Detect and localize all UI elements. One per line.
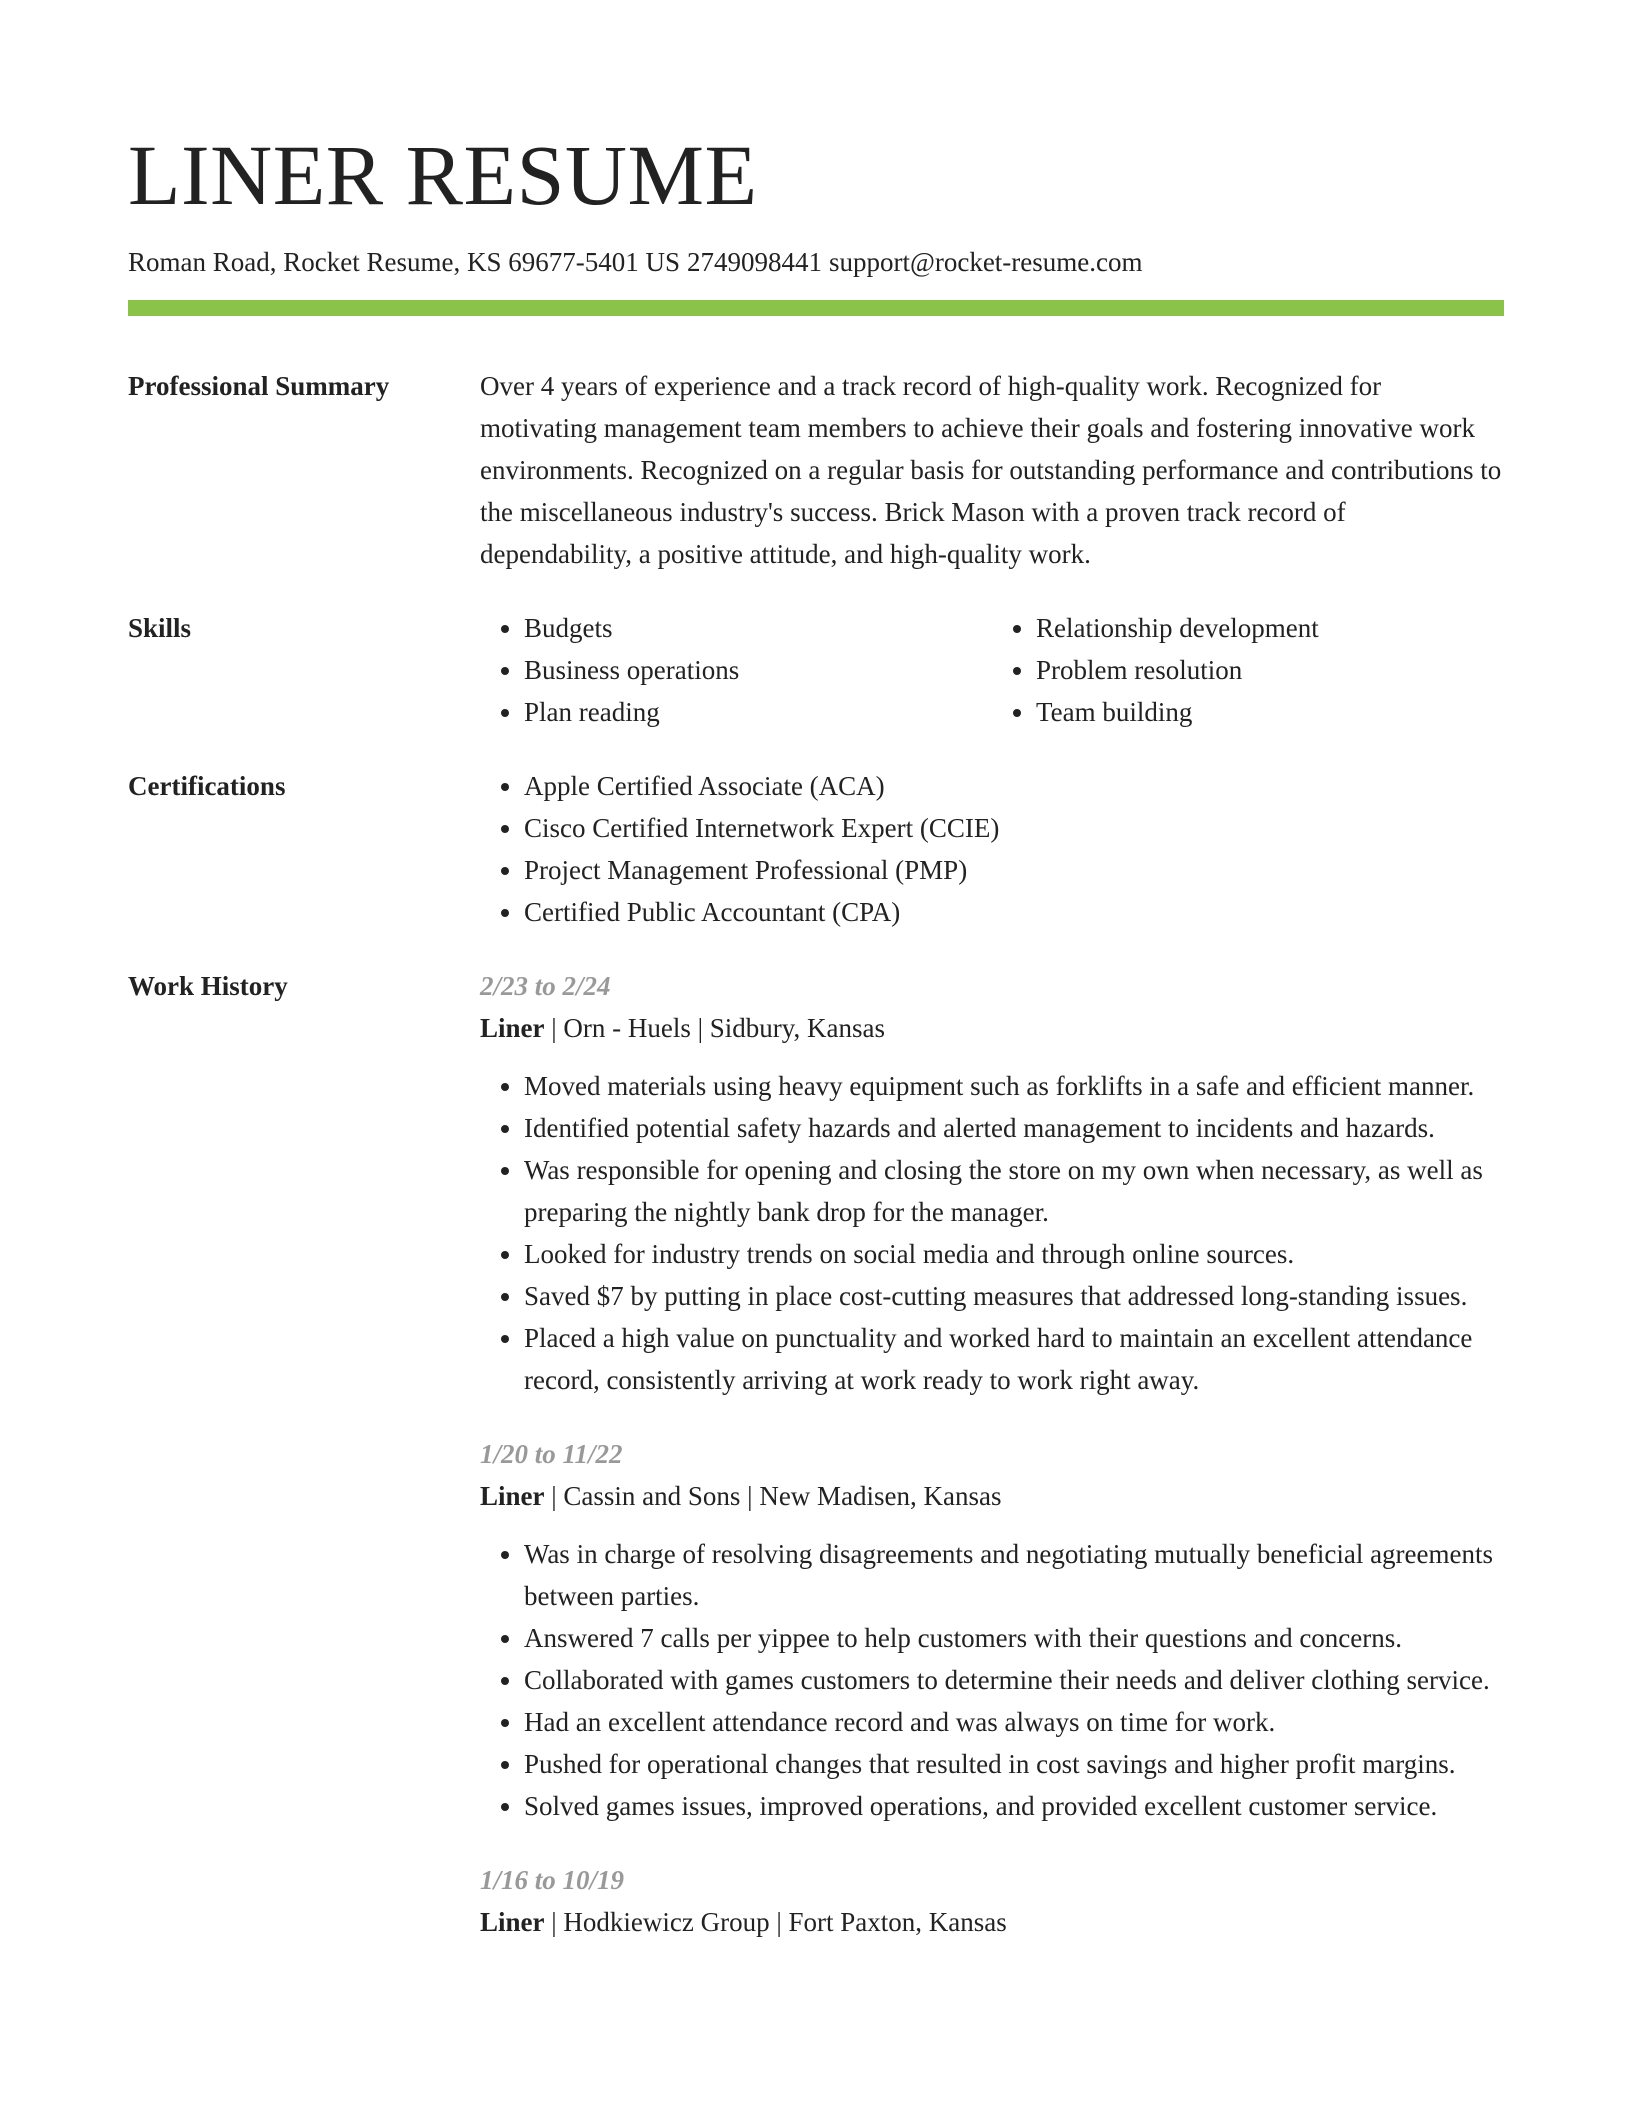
header-divider — [128, 300, 1504, 316]
job-title: Liner — [480, 1013, 545, 1044]
certifications-list — [480, 765, 1504, 933]
skills-list-left — [480, 607, 992, 733]
certifications-label: Certifications — [128, 771, 286, 802]
skills-label: Skills — [128, 613, 192, 644]
job-bullet: • Was in charge of resolving disagreements and negotiating mutually beneficial agreements between parties. — [524, 1533, 1504, 1617]
job-dates: 2/23 to 2/24 — [480, 971, 611, 1002]
job-heading — [480, 1901, 1504, 1943]
work-history-section — [128, 965, 1504, 1975]
job-bullet: • Collaborated with games customers to determine their needs and deliver clothing service. — [524, 1659, 1504, 1701]
job-bullets — [480, 1533, 1504, 1827]
certification-item: • Certified Public Accountant (CPA) — [524, 891, 1504, 933]
contact-email: support@rocket-resume.com — [828, 247, 1143, 277]
work-history-body — [480, 965, 1504, 1975]
skills-section — [128, 607, 1504, 733]
job-dates: 1/16 to 10/19 — [480, 1865, 625, 1896]
job-title: Liner — [480, 1907, 545, 1938]
job-title: Liner — [480, 1481, 545, 1512]
job-bullet: • Placed a high value on punctuality and worked hard to maintain an excellent attendance record, consistently arriving at work ready to work right away. — [524, 1317, 1504, 1401]
skills-grid — [480, 607, 1504, 733]
job-bullet: • Identified potential safety hazards and alerted management to incidents and hazards. — [524, 1107, 1504, 1149]
job-bullet: • Had an excellent attendance record and was always on time for work. — [524, 1701, 1504, 1743]
certification-item: • Apple Certified Associate (ACA) — [524, 765, 1504, 807]
summary-section — [128, 365, 1504, 575]
skills-list-right — [992, 607, 1504, 733]
certifications-body — [480, 765, 1504, 933]
summary-text: Over 4 years of experience and a track record of high-quality work. Recognized for motivating management team members to achieve their goals and fostering innovative work environments. Recognized on a regular basis for outstanding performance and contributions to the miscellaneous industry's success. Brick Mason with a proven track record of dependability, a positive attitude, and high-quality work. — [480, 371, 1502, 570]
resume-title: LINER RESUME — [128, 127, 758, 223]
certifications-section — [128, 765, 1504, 933]
skill-item: • Business operations — [524, 649, 992, 691]
job-bullet: • Saved $7 by putting in place cost-cutting measures that addressed long-standing issues. — [524, 1275, 1504, 1317]
job-bullet: • Moved materials using heavy equipment such as forklifts in a safe and efficient manner. — [524, 1065, 1504, 1107]
job-details: | Orn - Huels | Sidbury, Kansas — [544, 1013, 886, 1044]
job-heading — [480, 1007, 1504, 1049]
job-entry — [480, 1859, 1504, 1943]
skills-body — [480, 607, 1504, 733]
job-bullet: • Answered 7 calls per yippee to help customers with their questions and concerns. — [524, 1617, 1504, 1659]
certification-item: • Cisco Certified Internetwork Expert (CCIE) — [524, 807, 1504, 849]
job-bullets — [480, 1065, 1504, 1401]
contact-line — [128, 246, 1504, 278]
job-bullet: • Solved games issues, improved operations, and provided excellent customer service. — [524, 1785, 1504, 1827]
summary-label: Professional Summary — [128, 371, 390, 402]
contact-address: Roman Road, Rocket Resume, KS 69677-5401 US — [128, 247, 680, 277]
job-bullet: • Pushed for operational changes that resulted in cost savings and higher profit margins. — [524, 1743, 1504, 1785]
job-entry — [480, 965, 1504, 1401]
skill-item: • Plan reading — [524, 691, 992, 733]
skill-item: • Team building — [1036, 691, 1504, 733]
job-entry — [480, 1433, 1504, 1827]
job-heading — [480, 1475, 1504, 1517]
skill-item: • Budgets — [524, 607, 992, 649]
job-details: | Cassin and Sons | New Madisen, Kansas — [544, 1481, 1002, 1512]
job-dates: 1/20 to 11/22 — [480, 1439, 623, 1470]
job-details: | Hodkiewicz Group | Fort Paxton, Kansas — [544, 1907, 1007, 1938]
skill-item: • Relationship development — [1036, 607, 1504, 649]
job-bullet: • Looked for industry trends on social media and through online sources. — [524, 1233, 1504, 1275]
contact-phone: 2749098441 — [686, 247, 822, 277]
certification-item: • Project Management Professional (PMP) — [524, 849, 1504, 891]
job-bullet: • Was responsible for opening and closing the store on my own when necessary, as well as preparing the nightly bank drop for the manager. — [524, 1149, 1504, 1233]
work-history-label: Work History — [128, 971, 288, 1002]
skill-item: • Problem resolution — [1036, 649, 1504, 691]
